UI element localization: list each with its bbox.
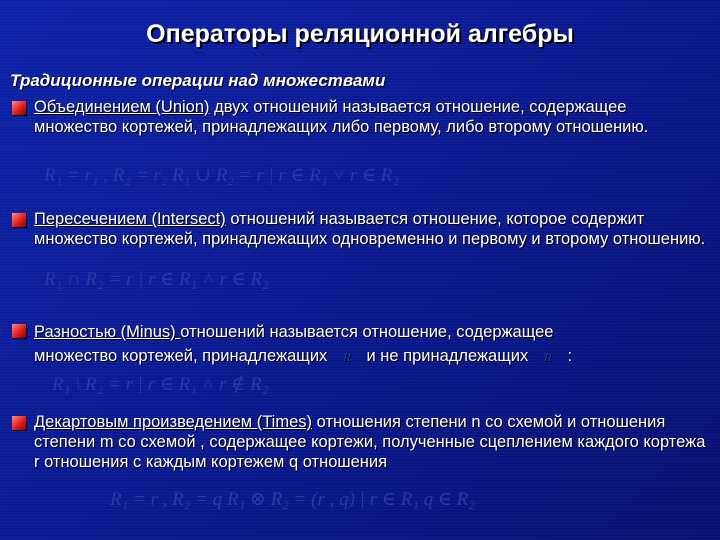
minus-paragraph bbox=[34, 320, 714, 369]
intersect-term: Пересечением (Intersect) bbox=[34, 210, 226, 228]
intersect-formula: R₁ ∩ R₂ = r | r ∈ R₁ ˄ r ∈ R₂ bbox=[44, 269, 269, 290]
minus-term: Разностью (Minus) bbox=[34, 323, 181, 341]
union-text: двух отношений называется отношение, содержащее множество кортежей, принадлежащих либо первому, либо второму отношению. bbox=[34, 98, 649, 136]
minus-text-b: множество кортежей, принадлежащих bbox=[34, 347, 328, 365]
union-formula: R₁ = r₁ , R₂ = r₂ R₁ ∪ R₂ = r | r ∈ R₁ ˅ r ∈ R₂ bbox=[44, 165, 400, 186]
intersect-paragraph bbox=[34, 209, 714, 249]
minus-text-c: и не принадлежащих bbox=[366, 347, 529, 365]
times-formula: R₁ = r , R₂ = q R₁ ⊗ R₂ = (r , q) | r ∈ R₁ q ∈ R₂ bbox=[110, 489, 475, 510]
minus-symbol-r2: R bbox=[544, 350, 552, 364]
times-text: отношения степени n со схемой и отношения степени m со схемой , содержащее кортежи, полученные сцеплением каждого кортежа r отношения с каждым кортежем q отношения bbox=[34, 413, 706, 471]
union-paragraph bbox=[34, 97, 714, 137]
times-term: Декартовым произведением (Times) bbox=[34, 413, 313, 431]
minus-symbol-r1: R bbox=[343, 350, 351, 364]
slide-subtitle: Традиционные операции над множествами bbox=[10, 71, 386, 90]
minus-text-a: отношений называется отношение, содержащее bbox=[180, 323, 554, 341]
intersect-text: отношений называется отношение, которое содержит множество кортежей, принадлежащих одновременно и первому и второму отношению. bbox=[34, 210, 706, 248]
bullet-icon bbox=[12, 213, 26, 227]
minus-text-d: : bbox=[567, 347, 573, 365]
bullet-icon bbox=[12, 416, 26, 430]
bullet-icon bbox=[12, 324, 26, 338]
minus-formula: R₁ \ R₂ = r | r ∈ R₁ ˄ r ∉ R₂ bbox=[52, 374, 269, 395]
times-paragraph bbox=[34, 412, 714, 472]
union-term: Объединением (Union) bbox=[34, 98, 210, 116]
slide-title: Операторы реляционной алгебры bbox=[146, 20, 574, 48]
bullet-icon bbox=[12, 101, 26, 115]
